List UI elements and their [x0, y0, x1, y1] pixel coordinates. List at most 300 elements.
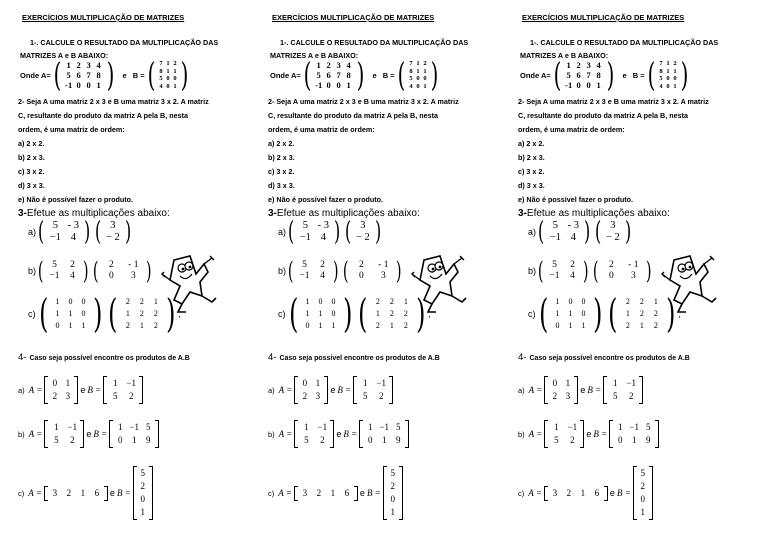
matrix-3b-left: ( 5 2 −1 4 ): [537, 257, 590, 285]
matrix-a: [544, 486, 608, 501]
question-4-heading: [18, 352, 190, 363]
matrix-cell: 2: [173, 60, 177, 67]
matrix-cell: 1: [666, 60, 670, 67]
matrix-cell: 4: [409, 82, 413, 90]
matrix-cell: 1: [375, 309, 380, 318]
matrix-cell: 0: [358, 271, 364, 281]
answer-option: a) 2 x 2.: [518, 139, 545, 148]
matrix-cell: 4: [596, 60, 601, 70]
matrix-cell: 4: [96, 60, 101, 70]
matrix-cell: 2: [673, 60, 677, 67]
matrix-cell: 5: [302, 220, 308, 231]
question-4-heading: [268, 352, 440, 363]
matrix-cell: 0: [76, 80, 81, 90]
conjunction: e: [330, 385, 336, 395]
matrix-cell: 5: [409, 75, 413, 82]
matrix-a: [294, 376, 328, 404]
matrix-cell: −1: [126, 378, 136, 388]
item-label: c): [28, 309, 36, 319]
matrix-cell: 1: [565, 378, 571, 388]
matrix-a-label: A =: [278, 488, 292, 498]
matrix-cell: 2: [375, 321, 380, 330]
matrix-3b-left: ( 5 2 −1 4 ): [287, 257, 340, 285]
exercise-4-item: [18, 420, 159, 448]
matrix-cell: −1: [67, 422, 78, 432]
matrix-cell: 0: [581, 297, 586, 306]
matrix-cell: 2: [378, 391, 384, 401]
matrix-cell: 3: [586, 60, 591, 70]
matrix-cell: 1: [318, 309, 323, 318]
matrix-cell: 4: [659, 82, 663, 90]
question-number: 3-: [268, 208, 277, 219]
matrix-cell: 2: [389, 309, 394, 318]
matrix-b-label: B =: [587, 385, 602, 395]
matrix-cell: 0: [81, 297, 86, 306]
matrix-cell: 1: [640, 507, 646, 517]
matrix-cell: 5: [54, 435, 59, 445]
matrix-cell: 1: [666, 67, 670, 75]
matrix-cell: 0: [55, 321, 60, 330]
item-label: b): [528, 266, 537, 276]
matrix-cell: 2: [320, 260, 325, 270]
answer-option: d) 3 x 3.: [18, 181, 45, 190]
matrix-cell: 9: [395, 435, 401, 445]
question-1-text: MATRIZES A e B ABAIXO:: [20, 51, 109, 60]
matrix-cell: -1: [565, 80, 573, 90]
matrix-3a-right: ( 3 − 2 ): [594, 216, 632, 247]
matrix-cell: 1: [673, 67, 677, 75]
exercise-4-item: [268, 376, 393, 404]
matrix-cell: 1: [416, 67, 420, 75]
matrix-cell: 5: [566, 70, 571, 80]
matrix-cell: −1: [376, 378, 386, 388]
matrix-cell: − 2: [606, 232, 620, 243]
matrix-cell: 2: [302, 391, 308, 401]
matrix-cell: 1: [625, 309, 630, 318]
matrix-cell: −1: [379, 422, 389, 432]
matrix-b-label: B =: [616, 488, 631, 498]
matrix-cell: - 1: [128, 260, 139, 270]
matrix-cell: 2: [570, 435, 575, 445]
matrix-3b-right: ( 2 - 1 0 3 ): [342, 257, 402, 285]
matrix-cell: 0: [552, 378, 558, 388]
matrix-cell: 2: [326, 60, 331, 70]
matrix-3b-right: ( 2 - 1 0 3 ): [592, 257, 652, 285]
matrix-3a-left: ( 5 - 3 −1 4 ): [538, 216, 591, 247]
matrix-cell: 5: [159, 75, 163, 82]
matrix-cell: 1: [381, 435, 387, 445]
matrix-cell: − 2: [356, 232, 370, 243]
matrix-cell: 8: [96, 70, 101, 80]
question-4-text: Caso seja possível encontre os produtos de A.B: [529, 355, 690, 362]
matrix-cell: 5: [362, 391, 368, 401]
conjunction: e: [359, 488, 365, 498]
matrix-cell: 4: [70, 271, 75, 281]
matrix-cell: 1: [580, 487, 586, 498]
matrix-cell: 5: [140, 468, 146, 478]
question-number: 4-: [268, 352, 277, 363]
matrix-cell: 1: [362, 378, 368, 388]
matrix-3a-left: ( 5 - 3 −1 4 ): [38, 216, 91, 247]
matrix-cell: 1: [68, 321, 73, 330]
item-label: b): [28, 266, 37, 276]
exercise-4-item: [518, 420, 659, 448]
matrix-a-label: A =: [528, 488, 542, 498]
matrix-a: [294, 420, 334, 448]
matrix-a-label: A =: [28, 488, 42, 498]
matrix-cell: 2: [389, 297, 394, 306]
matrix-cell: 0: [331, 297, 336, 306]
question-1-text: 1-. CALCULE O RESULTADO DA MULTIPLICAÇÃO DAS: [280, 38, 469, 47]
matrix-b: [133, 466, 153, 520]
matrix-cell: 1: [66, 60, 71, 70]
question-number: 4-: [18, 352, 27, 363]
punctuation: ,: [428, 309, 431, 319]
matrix-cell: 5: [640, 468, 646, 478]
item-label: b): [268, 429, 275, 439]
matrix-cell: − 2: [106, 232, 120, 243]
matrix-cell: 5: [52, 260, 57, 270]
conjunction: e: [586, 429, 592, 439]
answer-option: b) 2 x 3.: [518, 153, 545, 162]
matrix-3c-left: ( 1 0 0 1 1 0 0 1 1 ): [538, 291, 603, 337]
matrix-cell: 3: [110, 220, 116, 231]
matrix-cell: 5: [645, 422, 651, 432]
conjunction: e: [336, 429, 342, 439]
matrix-cell: 3: [315, 391, 321, 401]
matrix-cell: 0: [305, 321, 310, 330]
matrix-cell: - 3: [317, 220, 329, 231]
matrix-cell: 4: [320, 232, 326, 243]
matrix-cell: 0: [416, 82, 420, 90]
matrix-cell: −1: [626, 378, 636, 388]
matrix-cell: 2: [140, 481, 146, 491]
item-label: b): [18, 429, 25, 439]
matrix-cell: 2: [316, 487, 322, 498]
matrix-cell: 1: [173, 67, 177, 75]
matrix-cell: 6: [344, 487, 350, 498]
matrix-cell: 1: [346, 80, 351, 90]
matrix-cell: 7: [336, 70, 341, 80]
matrix-cell: 1: [367, 422, 373, 432]
matrix-cell: 3: [610, 220, 616, 231]
matrix-cell: 0: [68, 297, 73, 306]
matrix-cell: 0: [318, 297, 323, 306]
conjunction: e: [80, 385, 86, 395]
matrix-cell: 3: [552, 487, 558, 498]
matrix-cell: 8: [159, 67, 163, 75]
matrix-cell: 7: [586, 70, 591, 80]
matrix-cell: 2: [390, 481, 396, 491]
answer-option: e) Não é possível fazer o produto.: [518, 195, 634, 204]
matrix-cell: 0: [576, 80, 581, 90]
question-2-text: 2- Seja A uma matriz 2 x 3 e B uma matriz 3 x 2. A matriz: [268, 97, 459, 106]
matrix-3c-right: ( 2 2 1 1 2 2 2 1 2 ): [608, 291, 676, 337]
punctuation: ,: [178, 309, 181, 319]
exercise-4-item: [268, 466, 403, 520]
matrix-cell: 9: [145, 435, 151, 445]
matrix-cell: 0: [390, 494, 396, 504]
matrix-cell: 1: [55, 309, 60, 318]
matrix-cell: 1: [131, 435, 137, 445]
question-2-text: 2- Seja A uma matriz 2 x 3 e B uma matriz 3 x 2. A matriz: [518, 97, 709, 106]
matrix-cell: 1: [596, 80, 601, 90]
matrix-cell: −1: [629, 422, 639, 432]
matrix-cell: 1: [416, 60, 420, 67]
worksheet-column: [250, 0, 500, 543]
matrix-cell: 9: [645, 435, 651, 445]
matrix-3b-left: ( 5 2 −1 4 ): [37, 257, 90, 285]
exercise-4-item: [18, 466, 153, 520]
matrix-3a-right: ( 3 − 2 ): [94, 216, 132, 247]
matrix-cell: −1: [49, 271, 60, 281]
matrix-cell: - 3: [567, 220, 579, 231]
question-2-text: C, resultante do produto da matriz A pela B, nesta: [518, 111, 688, 120]
matrix-cell: 5: [552, 260, 557, 270]
question-number: 3-: [18, 208, 27, 219]
matrix-a: [44, 420, 84, 448]
matrix-cell: −1: [549, 232, 561, 243]
matrix-cell: 2: [653, 321, 658, 330]
matrix-cell: 2: [52, 391, 58, 401]
matrix-cell: 6: [76, 70, 81, 80]
matrix-a: ( 1 2 3 4 5 6 7 8 -1 0 0 1 ): [303, 55, 364, 94]
matrix-cell: 0: [173, 75, 177, 82]
matrix-cell: 8: [409, 67, 413, 75]
exercise-3a: [278, 216, 383, 247]
matrix-a: ( 1 2 3 4 5 6 7 8 -1 0 0 1 ): [553, 55, 614, 94]
worksheet-title: EXERCÍCIOS MULTIPLICAÇÃO DE MATRIZES: [522, 13, 685, 22]
matrix-cell: 7: [86, 70, 91, 80]
exercise-3a: [528, 216, 633, 247]
matrix-cell: 2: [66, 487, 72, 498]
question-1-text: MATRIZES A e B ABAIXO:: [270, 51, 359, 60]
question-2-text: C, resultante do produto da matriz A pela B, nesta: [268, 111, 438, 120]
exercise-4-item: [18, 376, 143, 404]
conjunction: e: [609, 488, 615, 498]
question-2-text: C, resultante do produto da matriz A pela B, nesta: [18, 111, 188, 120]
matrix-b-label: B =: [87, 385, 102, 395]
matrix-cell: 1: [117, 422, 123, 432]
matrix-cell: 4: [570, 271, 575, 281]
matrix-a-label: A =: [28, 429, 43, 439]
matrix-cell: 3: [302, 487, 308, 498]
matrix-cell: 0: [568, 297, 573, 306]
matrix-cell: 1: [423, 82, 427, 90]
matrix-cell: 0: [416, 75, 420, 82]
matrix-cell: 0: [81, 309, 86, 318]
matrix-cell: 1: [173, 82, 177, 90]
question-number: 4-: [518, 352, 527, 363]
matrix-cell: 1: [81, 321, 86, 330]
matrix-cell: 4: [70, 232, 76, 243]
question-3-text: Efetue as multiplicações abaixo:: [26, 208, 170, 219]
matrix-b: [103, 376, 143, 404]
matrix-cell: 2: [125, 321, 130, 330]
matrix-b: ( 7 1 2 8 1 1 5 0 0 4 0 1 ): [647, 55, 689, 94]
worksheet-title: EXERCÍCIOS MULTIPLICAÇÃO DE MATRIZES: [272, 13, 435, 22]
matrix-cell: 2: [625, 321, 630, 330]
worksheet-column: [500, 0, 750, 543]
matrix-cell: 1: [315, 378, 321, 388]
worksheet-column: [0, 0, 250, 543]
exercise-3c: [28, 291, 181, 337]
matrix-cell: 2: [358, 260, 364, 270]
question-number: 3-: [518, 208, 527, 219]
matrix-cell: 2: [608, 260, 614, 270]
matrix-cell: 6: [594, 487, 600, 498]
matrix-b-label: B =: [343, 429, 358, 439]
matrix-cell: 1: [631, 435, 637, 445]
matrix-cell: 1: [166, 60, 170, 67]
matrix-cell: 6: [576, 70, 581, 80]
matrix-cell: 0: [673, 75, 677, 82]
matrix-cell: 1: [153, 297, 158, 306]
matrix-cell: 0: [555, 321, 560, 330]
matrix-cell: 1: [54, 422, 59, 432]
matrix-cell: 5: [316, 70, 321, 80]
matrix-cell: 1: [331, 321, 336, 330]
matrix-3c-left: ( 1 0 0 1 1 0 0 1 1 ): [288, 291, 353, 337]
matrix-cell: 1: [330, 487, 336, 498]
matrix-cell: 5: [554, 435, 559, 445]
matrix-cell: 1: [80, 487, 86, 498]
matrix-cell: 1: [112, 378, 118, 388]
matrix-b-label: B =: [366, 488, 381, 498]
matrix-cell: 2: [70, 260, 75, 270]
item-label: c): [278, 309, 286, 319]
matrix-cell: 5: [145, 422, 151, 432]
matrix-cell: 0: [640, 494, 646, 504]
matrix-cell: 6: [94, 487, 100, 498]
matrix-cell: -1: [65, 80, 73, 90]
matrix-3c-right: ( 2 2 1 1 2 2 2 1 2 ): [108, 291, 176, 337]
matrix-cell: 0: [326, 80, 331, 90]
question-2-text: 2- Seja A uma matriz 2 x 3 e B uma matriz 3 x 2. A matriz: [18, 97, 209, 106]
matrix-cell: 1: [140, 507, 146, 517]
question-1-text: 1-. CALCULE O RESULTADO DA MULTIPLICAÇÃO DAS: [30, 38, 219, 47]
question-2-text: ordem, é uma matriz de ordem:: [518, 125, 625, 134]
matrix-cell: 1: [612, 378, 618, 388]
matrix-cell: 1: [139, 321, 144, 330]
matrix-cell: 1: [68, 309, 73, 318]
matrix-cell: 3: [360, 220, 366, 231]
matrix-b-label: B =: [632, 70, 645, 80]
exercise-4-item: [268, 420, 409, 448]
matrix-cell: 2: [153, 321, 158, 330]
matrix-cell: 1: [617, 422, 623, 432]
matrix-cell: 5: [612, 391, 618, 401]
exercise-3b: [28, 257, 154, 285]
conjunction: e: [122, 70, 127, 80]
matrix-cell: 1: [304, 422, 309, 432]
matrix-3a-left: ( 5 - 3 −1 4 ): [288, 216, 341, 247]
matrix-cell: 5: [66, 70, 71, 80]
matrix-b-label: B =: [116, 488, 131, 498]
matrix-cell: −1: [299, 232, 311, 243]
matrix-cell: 1: [568, 321, 573, 330]
matrix-b: [633, 466, 653, 520]
matrix-cell: 1: [639, 321, 644, 330]
matrix-a-label: A =: [278, 429, 293, 439]
question-2-text: ordem, é uma matriz de ordem:: [268, 125, 375, 134]
exercise-3b: [528, 257, 654, 285]
conjunction: e: [580, 385, 586, 395]
matrix-b: [353, 376, 393, 404]
matrix-cell: 1: [305, 309, 310, 318]
matrix-cell: 8: [346, 70, 351, 80]
matrix-cell: 4: [570, 232, 576, 243]
matrix-3a-right: ( 3 − 2 ): [344, 216, 382, 247]
matrix-cell: 1: [566, 60, 571, 70]
matrix-cell: 1: [316, 60, 321, 70]
question-4-heading: [518, 352, 690, 363]
matrix-cell: 2: [153, 309, 158, 318]
matrix-cell: 1: [389, 321, 394, 330]
matrix-cell: 2: [375, 297, 380, 306]
matrix-cell: 2: [139, 309, 144, 318]
matrix-3c-right: ( 2 2 1 1 2 2 2 1 2 ): [358, 291, 426, 337]
matrix-a-label: A =: [28, 385, 43, 395]
matrix-cell: 2: [76, 60, 81, 70]
worksheet-title: EXERCÍCIOS MULTIPLICAÇÃO DE MATRIZES: [22, 13, 185, 22]
matrix-cell: 1: [65, 378, 71, 388]
matrix-cell: 2: [576, 60, 581, 70]
matrix-cell: - 3: [67, 220, 79, 231]
matrix-cell: 3: [565, 391, 571, 401]
matrix-cell: 2: [639, 309, 644, 318]
matrix-cell: 1: [318, 321, 323, 330]
answer-option: e) Não é possível fazer o produto.: [18, 195, 134, 204]
matrix-cell: -1: [315, 80, 323, 90]
matrix-b-label: B =: [132, 70, 145, 80]
matrix-cell: 1: [96, 80, 101, 90]
exercise-3c: [278, 291, 431, 337]
item-label: a): [268, 385, 275, 395]
matrix-cell: 1: [555, 297, 560, 306]
matrix-cell: 0: [581, 309, 586, 318]
matrix-b-label: B =: [337, 385, 352, 395]
matrix-cell: 3: [336, 60, 341, 70]
matrix-cell: 4: [159, 82, 163, 90]
matrix-cell: 0: [117, 435, 123, 445]
matrix-cell: 2: [320, 435, 325, 445]
matrix-a: [544, 376, 578, 404]
matrix-cell: 0: [336, 80, 341, 90]
question-3-text: Efetue as multiplicações abaixo:: [526, 208, 670, 219]
matrix-a-label: A =: [528, 429, 543, 439]
matrix-b: ( 7 1 2 8 1 1 5 0 0 4 0 1 ): [397, 55, 439, 94]
matrix-a-label: Onde A=: [20, 70, 51, 80]
matrix-3b-right: ( 2 - 1 0 3 ): [92, 257, 152, 285]
matrix-cell: 2: [125, 297, 130, 306]
matrix-cell: 5: [52, 220, 58, 231]
matrix-cell: 5: [302, 260, 307, 270]
matrix-a: [44, 486, 108, 501]
matrix-cell: 1: [555, 309, 560, 318]
matrix-cell: −1: [49, 232, 61, 243]
matrix-cell: 2: [625, 297, 630, 306]
matrix-cell: 7: [159, 60, 163, 67]
matrix-cell: 0: [608, 271, 614, 281]
matrix-cell: 1: [166, 67, 170, 75]
matrix-cell: 2: [566, 487, 572, 498]
item-label: a): [528, 227, 537, 237]
matrix-cell: −1: [567, 422, 578, 432]
question-1-text: 1-. CALCULE O RESULTADO DA MULTIPLICAÇÃO DAS: [530, 38, 719, 47]
matrix-cell: 3: [130, 271, 136, 281]
question-3-text: Efetue as multiplicações abaixo:: [276, 208, 420, 219]
